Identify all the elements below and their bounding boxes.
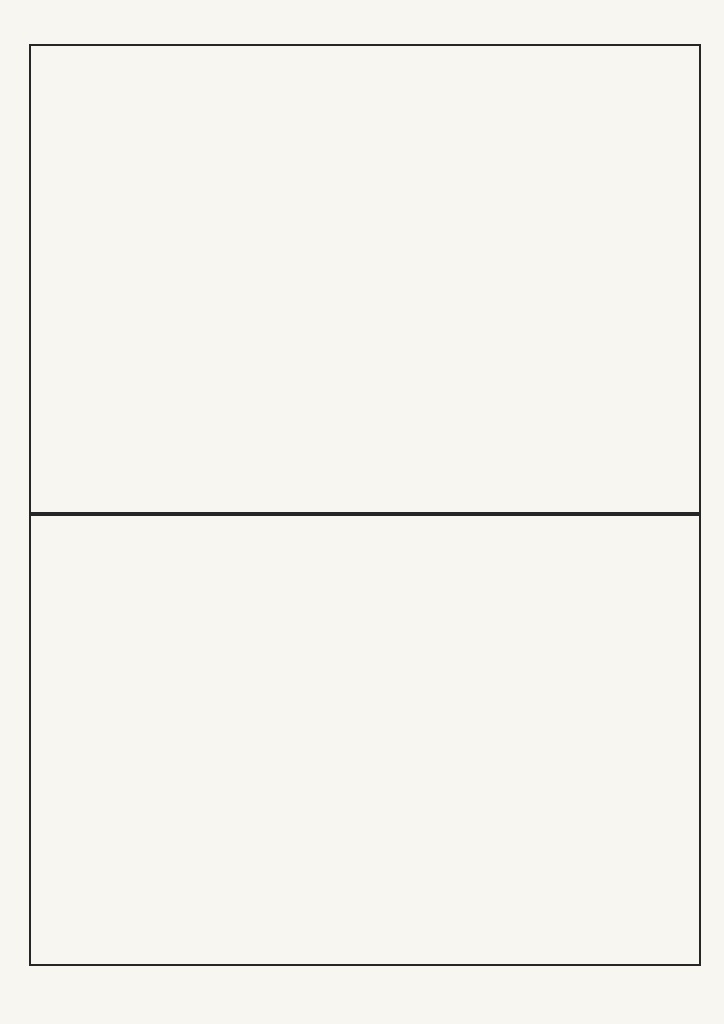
cavalry-artillery-engineer-table [29,514,701,966]
infantry-instructor-table [29,44,701,514]
